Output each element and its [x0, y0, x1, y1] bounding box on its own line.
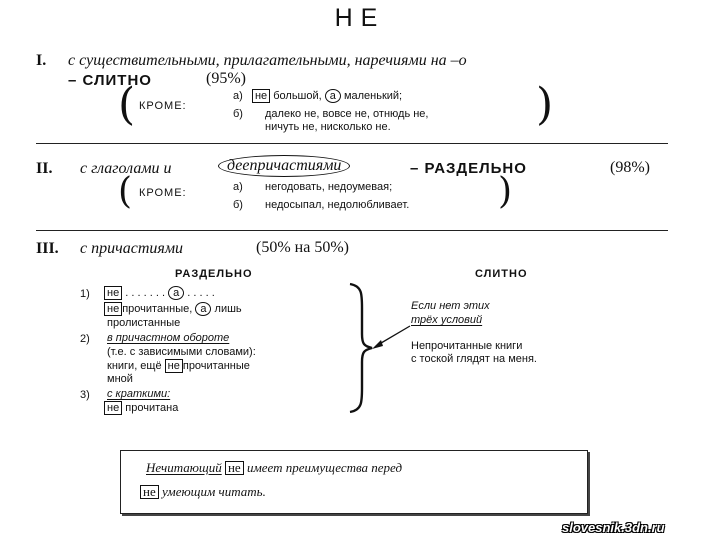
- ne-box: не: [104, 286, 122, 300]
- item-1-dots-1: . . . . . . .: [125, 287, 165, 299]
- section-2-b-text: недосыпал, недолюбливает.: [265, 199, 410, 211]
- section-2-b-marker: б): [233, 199, 243, 211]
- ne-box: не: [104, 302, 122, 316]
- section-2-oval: деепричастиями: [218, 155, 350, 177]
- example-line2: [140, 484, 266, 500]
- section-1-a-marker: а): [233, 90, 243, 102]
- item-2-line3-start: книги, ещё: [107, 360, 162, 372]
- item-1-number: 1): [80, 288, 90, 300]
- right-example-line1: Непрочитанные книги: [411, 340, 523, 352]
- ne-box: не: [140, 485, 159, 499]
- section-3-text: с причастиями: [80, 240, 184, 257]
- section-2-percent: (98%): [610, 159, 650, 176]
- section-1-a-end: маленький;: [343, 90, 403, 102]
- item-1-dots-2: . . . . .: [187, 287, 215, 299]
- item-2-line4: мной: [107, 373, 133, 385]
- column-left-heading: РАЗДЕЛЬНО: [175, 268, 253, 280]
- section-1-a-line: [233, 89, 402, 103]
- a-circle: а: [168, 286, 184, 300]
- item-1-line1: [104, 286, 215, 300]
- section-2-except-label: КРОМЕ:: [139, 187, 187, 199]
- section-1-percent: (95%): [206, 70, 246, 87]
- curly-brace-arrow: [332, 282, 412, 414]
- section-3-percent: (50% на 50%): [256, 239, 349, 256]
- item-1-end: лишь: [214, 303, 242, 315]
- section-1-text: с существительными, прилагательными, наречиями на –о: [68, 52, 467, 69]
- item-1-line2: [104, 302, 242, 316]
- section-1-b-line1: далеко не, вовсе не, отнюдь не,: [265, 108, 429, 120]
- column-right-heading: СЛИТНО: [475, 268, 528, 280]
- section-1-left-paren: (: [118, 79, 136, 130]
- section-2-number: II.: [36, 160, 53, 177]
- item-3-number: 3): [80, 389, 90, 401]
- item-1-line3: пролистанные: [107, 317, 181, 329]
- watermark: slovesnik.3dn.ru: [562, 520, 665, 535]
- ne-box: не: [225, 461, 244, 475]
- item-2-line3-end: прочитанные: [182, 360, 250, 372]
- section-2-right-paren: ): [498, 171, 513, 212]
- section-1-b-line2: ничуть не, нисколько не.: [265, 121, 391, 133]
- example-line1-rest: имеет преимущества перед: [246, 460, 403, 475]
- section-1-b-marker: б): [233, 108, 243, 120]
- example-word-1: Нечитающий: [146, 460, 222, 475]
- section-2-a-marker: а): [233, 181, 243, 193]
- page-title: НЕ: [334, 4, 386, 32]
- item-2-line2: (т.е. с зависимыми словами):: [107, 346, 256, 358]
- item-3-line2: [104, 401, 178, 415]
- item-2-line1: в причастном обороте: [107, 332, 230, 344]
- item-3-line1: с краткими:: [107, 388, 171, 400]
- divider-2: [36, 230, 668, 231]
- section-2-a-text: негодовать, недоумевая;: [265, 181, 393, 193]
- section-2-left-paren: (: [118, 171, 133, 212]
- section-1-number: I.: [36, 52, 47, 69]
- a-circle: а: [325, 89, 341, 103]
- item-2-number: 2): [80, 333, 90, 345]
- ne-box: не: [165, 359, 183, 373]
- right-example-line2: с тоской глядят на меня.: [411, 353, 537, 365]
- example-line2-rest: умеющим читать.: [161, 484, 266, 499]
- section-1-right-paren: ): [536, 79, 554, 130]
- right-note-line2: трёх условий: [411, 314, 483, 326]
- ne-box: не: [252, 89, 270, 103]
- section-1-except-label: КРОМЕ:: [139, 100, 187, 112]
- item-2-line3: [107, 359, 250, 373]
- item-3-word: прочитана: [125, 402, 179, 414]
- a-circle: а: [195, 302, 211, 316]
- item-1-middle: прочитанные,: [122, 303, 193, 315]
- section-2-rule: – РАЗДЕЛЬНО: [410, 160, 527, 177]
- example-line1: [146, 460, 402, 476]
- section-2-text: с глаголами и: [80, 160, 172, 177]
- section-1-a-middle: большой,: [273, 90, 322, 102]
- section-3-number: III.: [36, 240, 59, 257]
- ne-box: не: [104, 401, 122, 415]
- right-note-line1: Если нет этих: [411, 300, 490, 312]
- section-1-rule: – СЛИТНО: [68, 72, 152, 89]
- divider-1: [36, 143, 668, 144]
